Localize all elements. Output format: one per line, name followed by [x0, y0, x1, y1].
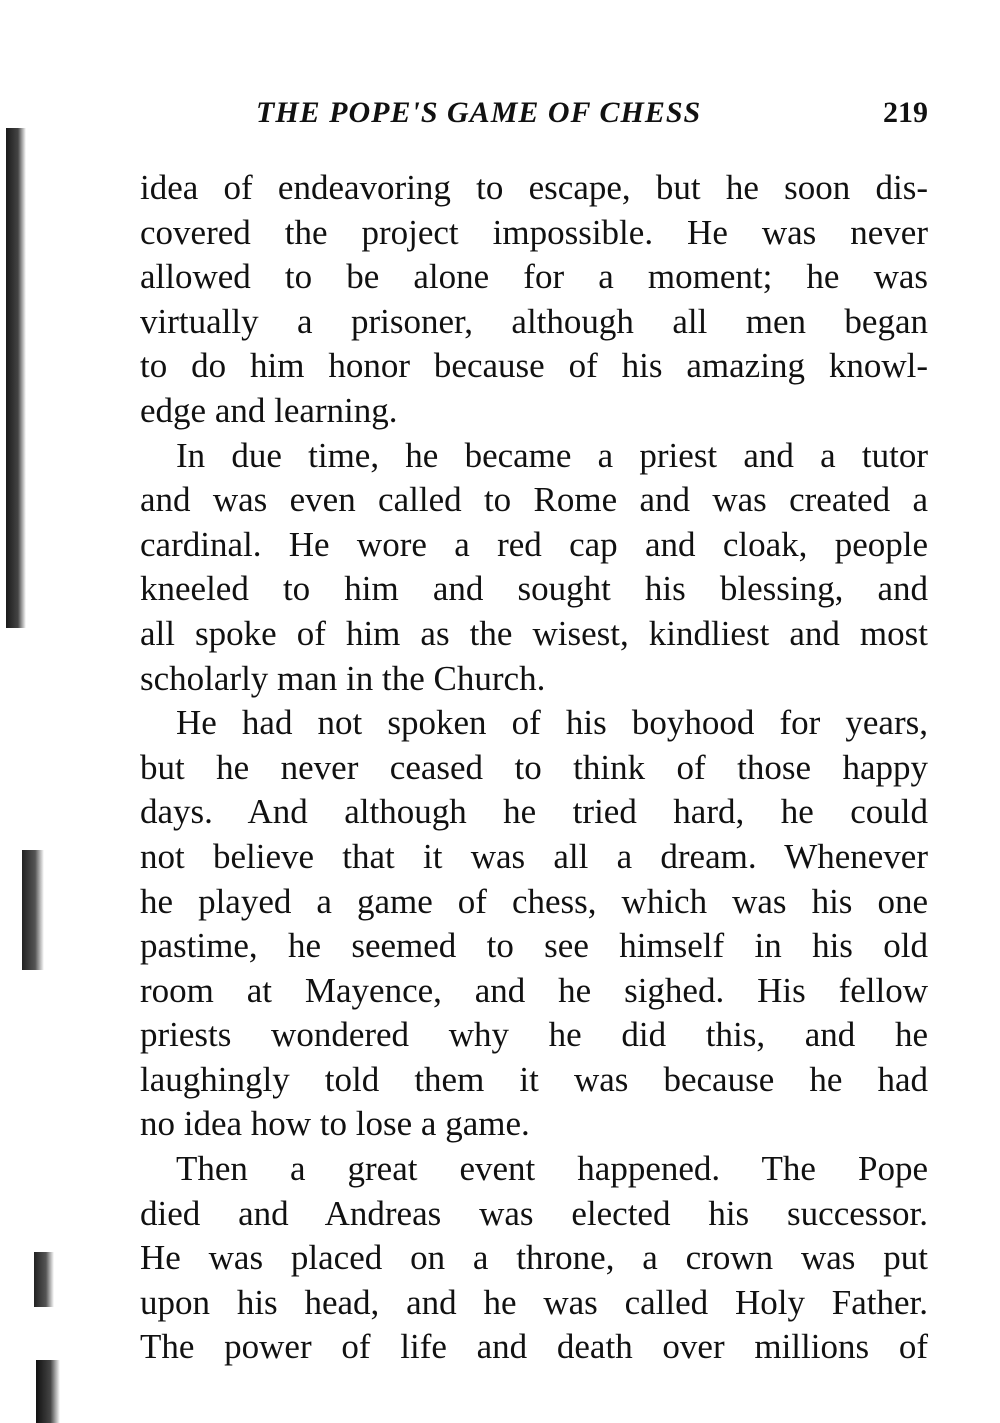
text-line: scholarly man in the Church.	[140, 658, 546, 698]
text-line: cardinal. He wore a red cap and cloak, people	[140, 524, 928, 564]
text-line: Then a great event happened. The Pope	[176, 1149, 928, 1189]
running-header	[256, 96, 928, 140]
text-line: He had not spoken of his boyhood for years,	[176, 703, 928, 743]
text-line: pastime, he seemed to see himself in his old	[140, 926, 928, 966]
scan-edge-shadow	[6, 128, 26, 628]
text-line: kneeled to him and sought his blessing, and	[140, 569, 928, 609]
text-line: no idea how to lose a game.	[140, 1104, 530, 1144]
text-line: he played a game of chess, which was his one	[140, 881, 928, 921]
text-line: edge and learning.	[140, 390, 398, 430]
text-line: covered the project impossible. He was never	[140, 212, 928, 252]
text-line: days. And although he tried hard, he could	[140, 792, 928, 832]
text-line: died and Andreas was elected his successor.	[140, 1193, 928, 1233]
text-line: upon his head, and he was called Holy Father.	[140, 1282, 928, 1322]
text-line: allowed to be alone for a moment; he was	[140, 257, 928, 297]
page-number: 219	[883, 96, 928, 129]
text-line: to do him honor because of his amazing knowl-	[140, 346, 928, 386]
text-line: and was even called to Rome and was created a	[140, 480, 928, 520]
text-line: virtually a prisoner, although all men began	[140, 301, 928, 341]
running-title: THE POPE'S GAME OF CHESS	[256, 96, 702, 129]
text-line: priests wondered why he did this, and he	[140, 1015, 928, 1055]
scan-edge-shadow	[36, 1360, 60, 1423]
text-line: The power of life and death over millions of	[140, 1327, 928, 1367]
text-line: room at Mayence, and he sighed. His fellow	[140, 970, 928, 1010]
text-line: but he never ceased to think of those happy	[140, 747, 928, 787]
scan-edge-shadow	[34, 1252, 54, 1307]
text-line: not believe that it was all a dream. Whenever	[140, 836, 928, 876]
scan-edge-shadow	[22, 850, 44, 970]
text-line: all spoke of him as the wisest, kindliest and most	[140, 613, 928, 653]
text-line: He was placed on a throne, a crown was put	[140, 1238, 928, 1278]
body-text	[140, 166, 928, 1370]
text-line: laughingly told them it was because he had	[140, 1059, 928, 1099]
text-line: In due time, he became a priest and a tutor	[176, 435, 928, 475]
text-line: idea of endeavoring to escape, but he soon dis-	[140, 168, 928, 207]
